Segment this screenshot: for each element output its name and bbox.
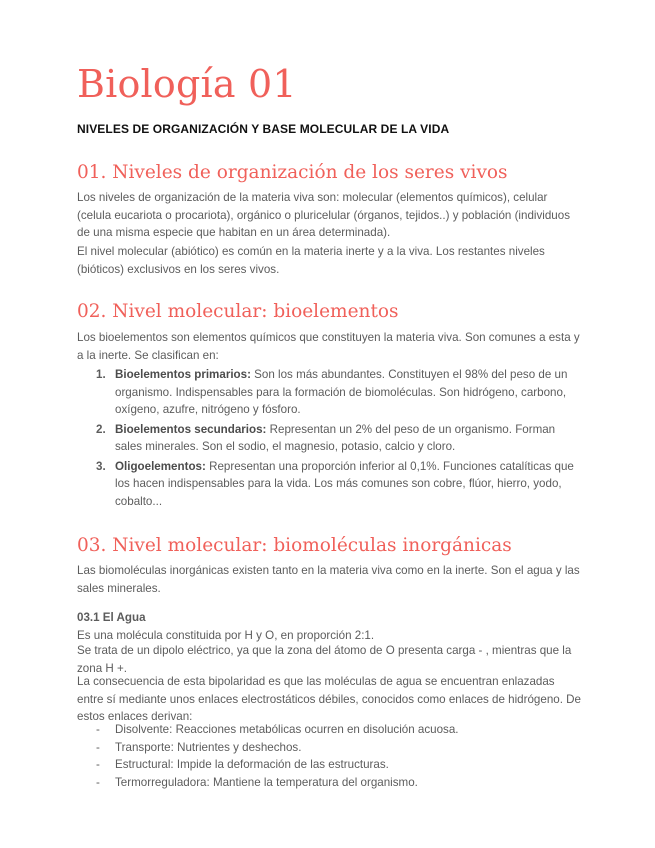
- list-item: [77, 756, 582, 774]
- water-properties-list: [77, 721, 582, 791]
- water-line-3: La consecuencia de esta bipolaridad es que las moléculas de agua se encuentran enlazadas entre sí mediante unos enlaces electrostáticos débiles, conocidos como enlaces de hidrógeno. De estos enlaces derivan:: [77, 675, 581, 723]
- list-item: [77, 458, 582, 511]
- bioelements-list: [77, 366, 582, 510]
- section-1-heading: 01. Niveles de organización de los seres vivos: [77, 162, 508, 183]
- list-text: Transporte: Nutrientes y deshechos.: [115, 740, 302, 754]
- list-item: [77, 366, 582, 419]
- list-dash: -: [96, 723, 100, 736]
- section-3-heading: 03. Nivel molecular: biomoléculas inorgánicas: [77, 535, 512, 556]
- list-dash: -: [96, 775, 100, 789]
- list-term: Bioelementos secundarios:: [115, 422, 267, 436]
- subsection-heading: 03.1 El Agua: [77, 611, 146, 624]
- list-item: [77, 721, 582, 739]
- list-number: 2.: [96, 422, 106, 436]
- section-1-paragraph-1: Los niveles de organización de la materia viva son: molecular (elementos químicos), celular (celula eucariota o procariota), orgánico o pluricelular (órganos, tejidos..) y población (individuos de una misma especie que habitan en un área determinada).: [77, 191, 570, 239]
- list-text: Estructural: Impide la deformación de las estructuras.: [115, 758, 389, 771]
- list-item: [77, 421, 582, 456]
- list-text: Termorreguladora: Mantiene la temperatura del organismo.: [115, 775, 418, 789]
- list-text: Representan un 2% del peso de un organismo. Forman sales minerales. Son el sodio, el magnesio, potasio, calcio y cloro.: [115, 422, 556, 453]
- document-subtitle: NIVELES DE ORGANIZACIÓN Y BASE MOLECULAR DE LA VIDA: [77, 122, 450, 136]
- document-title: Biología 01: [77, 62, 297, 106]
- list-text: Son los más abundantes. Constituyen el 98% del peso de un organismo. Indispensables para la formación de biomoléculas. Son hidrógeno, carbono, oxígeno, azufre, nitrógeno y fósforo.: [115, 368, 568, 416]
- section-2-heading: 02. Nivel molecular: bioelementos: [77, 301, 399, 322]
- list-text: Disolvente: Reacciones metabólicas ocurren en disolución acuosa.: [115, 723, 459, 736]
- section-2-intro: Los bioelementos son elementos químicos que constituyen la materia viva. Son comunes a esta y a la inerte. Se clasifican en:: [77, 331, 580, 362]
- water-line-1: Es una molécula constituida por H y O, en proporción 2:1.: [77, 629, 375, 642]
- list-term: Oligoelementos:: [115, 459, 206, 473]
- list-text: Representan una proporción inferior al 0,1%. Funciones catalíticas que los hacen indispensables para la vida. Los más comunes son cobre, flúor, hierro, yodo, cobalto...: [115, 459, 574, 508]
- section-3-intro: Las biomoléculas inorgánicas existen tanto en la materia viva como en la inerte. Son el agua y las sales minerales.: [77, 564, 580, 595]
- list-number: 3.: [96, 459, 106, 473]
- list-item: [77, 774, 582, 792]
- list-term: Bioelementos primarios:: [115, 368, 251, 381]
- list-item: [77, 739, 582, 757]
- list-dash: -: [96, 758, 100, 771]
- list-number: 1.: [96, 368, 106, 381]
- water-line-2: Se trata de un dipolo eléctrico, ya que la zona del átomo de O presenta carga - , mientras que la zona H +.: [77, 644, 572, 675]
- section-1-paragraph-2: El nivel molecular (abiótico) es común en la materia inerte y a la viva. Los restantes niveles (bióticos) exclusivos en los seres vivos.: [77, 245, 545, 276]
- list-dash: -: [96, 740, 100, 754]
